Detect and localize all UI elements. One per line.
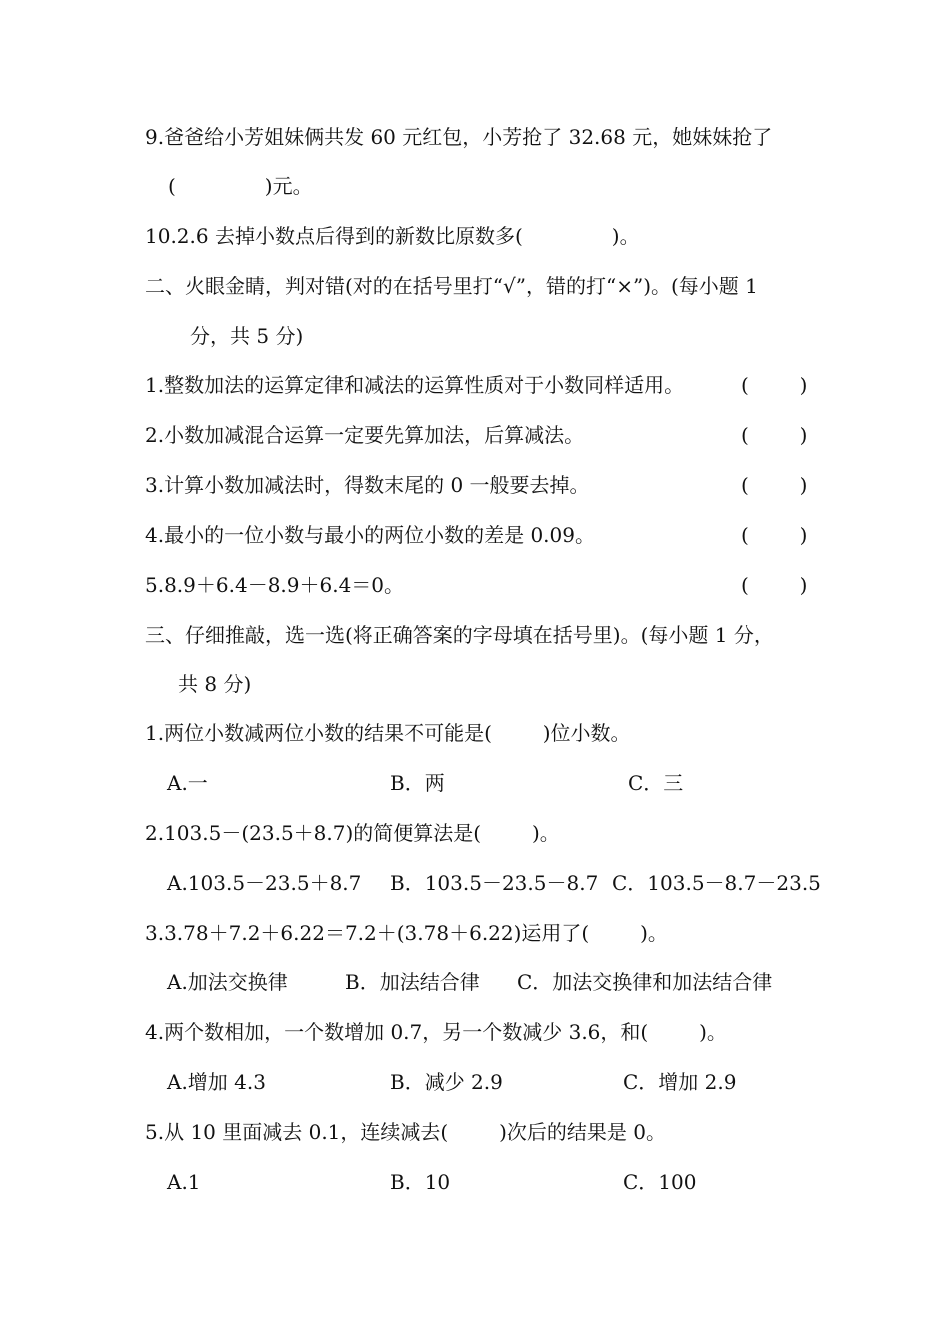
choice-1-option-c: C．三 (628, 771, 684, 795)
judge-item-3-answer-bracket: ( ) (741, 473, 808, 497)
choice-3-option-c: C．加法交换律和加法结合律 (517, 970, 773, 994)
judge-item-2: 2.小数加减混合运算一定要先算加法，后算减法。 (145, 423, 585, 447)
choice-5-option-c: C．100 (623, 1170, 697, 1194)
choice-question-1: 1.两位小数减两位小数的结果不可能是( )位小数。 (145, 721, 631, 745)
choice-1-option-b: B．两 (390, 771, 445, 795)
choice-question-4: 4.两个数相加，一个数增加 0.7，另一个数减少 3.6，和( )。 (145, 1020, 727, 1044)
choice-4-option-a: A.增加 4.3 (167, 1070, 266, 1094)
choice-5-option-a: A.1 (167, 1170, 201, 1194)
choice-1-option-a: A.一 (167, 771, 208, 795)
question-9-line2: ( )元。 (168, 174, 313, 198)
choice-question-5: 5.从 10 里面减去 0.1，连续减去( )次后的结果是 0。 (145, 1120, 666, 1144)
choice-question-3: 3.3.78＋7.2＋6.22＝7.2＋(3.78＋6.22)运用了( )。 (145, 921, 668, 945)
section-2-title-cont: 分，共 5 分) (190, 324, 304, 348)
choice-question-2: 2.103.5－(23.5＋8.7)的简便算法是( )。 (145, 821, 560, 845)
section-3-title: 三、仔细推敲，选一选(将正确答案的字母填在括号里)。(每小题 1 分， (145, 623, 774, 647)
choice-2-option-c: C．103.5－8.7－23.5 (612, 871, 821, 895)
judge-item-4-answer-bracket: ( ) (741, 523, 808, 547)
section-2-title: 二、火眼金睛，判对错(对的在括号里打“√”，错的打“×”)。(每小题 1 (145, 274, 758, 298)
judge-item-2-answer-bracket: ( ) (741, 423, 808, 447)
choice-2-option-b: B．103.5－23.5－8.7 (390, 871, 599, 895)
judge-item-5-answer-bracket: ( ) (741, 573, 808, 597)
judge-item-1: 1.整数加法的运算定律和减法的运算性质对于小数同样适用。 (145, 373, 685, 397)
choice-2-option-a: A.103.5－23.5＋8.7 (167, 871, 362, 895)
choice-5-option-b: B．10 (390, 1170, 451, 1194)
judge-item-3: 3.计算小数加减法时，得数末尾的 0 一般要去掉。 (145, 473, 590, 497)
section-3-title-cont: 共 8 分) (178, 672, 252, 696)
judge-item-5: 5.8.9＋6.4－8.9＋6.4＝0。 (145, 573, 405, 597)
choice-4-option-b: B．减少 2.9 (390, 1070, 503, 1094)
choice-3-option-a: A.加法交换律 (167, 970, 288, 994)
question-10: 10.2.6 去掉小数点后得到的新数比原数多( )。 (145, 224, 640, 248)
judge-item-4: 4.最小的一位小数与最小的两位小数的差是 0.09。 (145, 523, 595, 547)
choice-3-option-b: B．加法结合律 (345, 970, 480, 994)
judge-item-1-answer-bracket: ( ) (741, 373, 808, 397)
choice-4-option-c: C．增加 2.9 (623, 1070, 737, 1094)
question-9-line1: 9.爸爸给小芳姐妹俩共发 60 元红包，小芳抢了 32.68 元，她妹妹抢了 (145, 125, 773, 149)
